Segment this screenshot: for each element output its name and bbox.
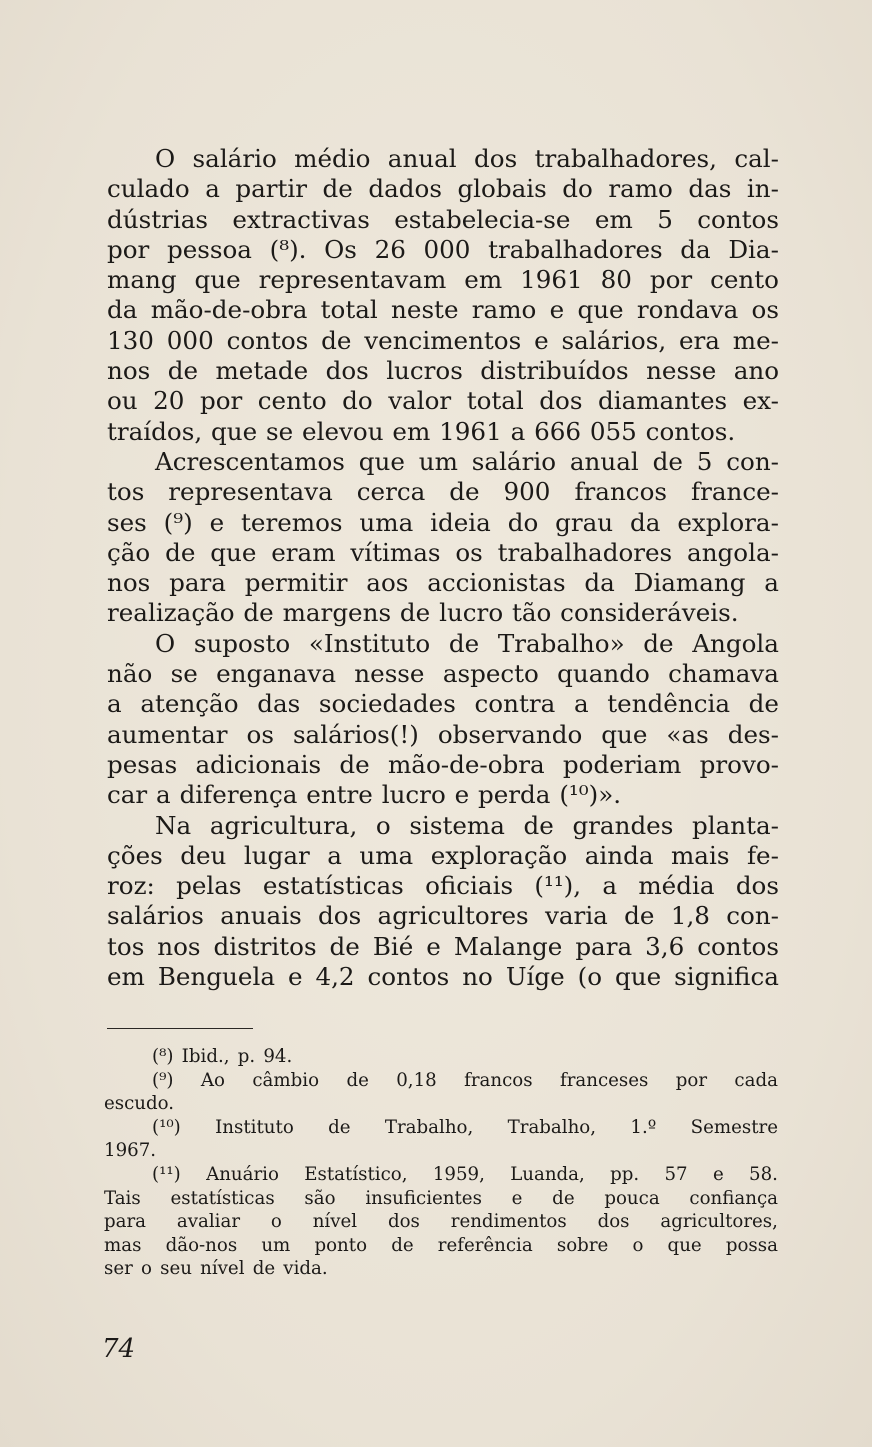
body-line: culado a partir de dados globais do ramo das in- [107,174,779,204]
footnote-rule [107,1028,253,1029]
footnote-line: (¹¹) Anuário Estatístico, 1959, Luanda, pp. 57 e 58. [152,1163,778,1185]
body-line: 130 000 contos de vencimentos e salários, era me- [107,325,779,355]
body-line: a atenção das sociedades contra a tendência de [107,689,779,719]
footnote-line: ser o seu nível de vida. [104,1258,328,1280]
body-line: ção de que eram vítimas os trabalhadores angola- [107,537,779,567]
body-line: dústrias extractivas estabelecia-se em 5 contos [107,204,779,234]
body-line: nos para permitir aos accionistas da Diamang a [107,568,779,598]
body-text [107,144,779,992]
body-line: em Benguela e 4,2 contos no Uíge (o que significa [107,962,779,992]
footnote-line: Tais estatísticas são insuficientes e de pouca confiança [104,1187,778,1209]
body-line: não se enganava nesse aspecto quando chamava [107,659,779,689]
body-line: roz: pelas estatísticas oficiais (¹¹), a média dos [107,871,779,901]
footnotes [104,1045,778,1281]
footnote-line: 1967. [104,1140,157,1162]
body-line: pesas adicionais de mão-de-obra poderiam provo- [107,749,779,779]
body-line: O salário médio anual dos trabalhadores, cal- [155,144,779,173]
footnote-line: para avaliar o nível dos rendimentos dos agricultores, [104,1211,778,1233]
body-line: car a diferença entre lucro e perda (¹⁰)». [107,780,622,810]
body-line: Na agricultura, o sistema de grandes planta- [155,810,779,840]
page-number: 74 [102,1334,136,1364]
body-line: ou 20 por cento do valor total dos diamantes ex- [107,386,779,416]
footnote-line: escudo. [104,1093,175,1115]
body-line: mang que representavam em 1961 80 por cento [107,265,779,295]
body-line: por pessoa (⁸). Os 26 000 trabalhadores da Dia- [107,234,779,264]
body-line: aumentar os salários(!) observando que «as des- [107,719,779,749]
body-line: traídos, que se elevou em 1961 a 666 055 contos. [107,416,736,446]
footnote-line: mas dão-nos um ponto de referência sobre o que possa [104,1234,778,1256]
body-line: realização de margens de lucro tão consideráveis. [107,598,739,628]
body-line: tos nos distritos de Bié e Malange para 3,6 contos [107,931,779,961]
footnote-line: (⁸) Ibid., p. 94. [152,1046,293,1067]
body-line: da mão-de-obra total neste ramo e que rondava os [107,295,779,325]
footnote-line: (¹⁰) Instituto de Trabalho, Trabalho, 1.º Semestre [152,1116,778,1138]
body-line: O suposto «Instituto de Trabalho» de Angola [155,628,779,658]
footnote-line: (⁹) Ao câmbio de 0,18 francos franceses por cada [152,1069,778,1091]
body-line: salários anuais dos agricultores varia de 1,8 con- [107,901,779,931]
body-line: tos representava cerca de 900 francos france- [107,477,779,507]
body-line: ses (⁹) e teremos uma ideia do grau da explora- [107,507,779,537]
body-line: Acrescentamos que um salário anual de 5 con- [155,446,779,476]
body-line: ções deu lugar a uma exploração ainda mais fe- [107,840,779,870]
body-line: nos de metade dos lucros distribuídos nesse ano [107,356,779,386]
